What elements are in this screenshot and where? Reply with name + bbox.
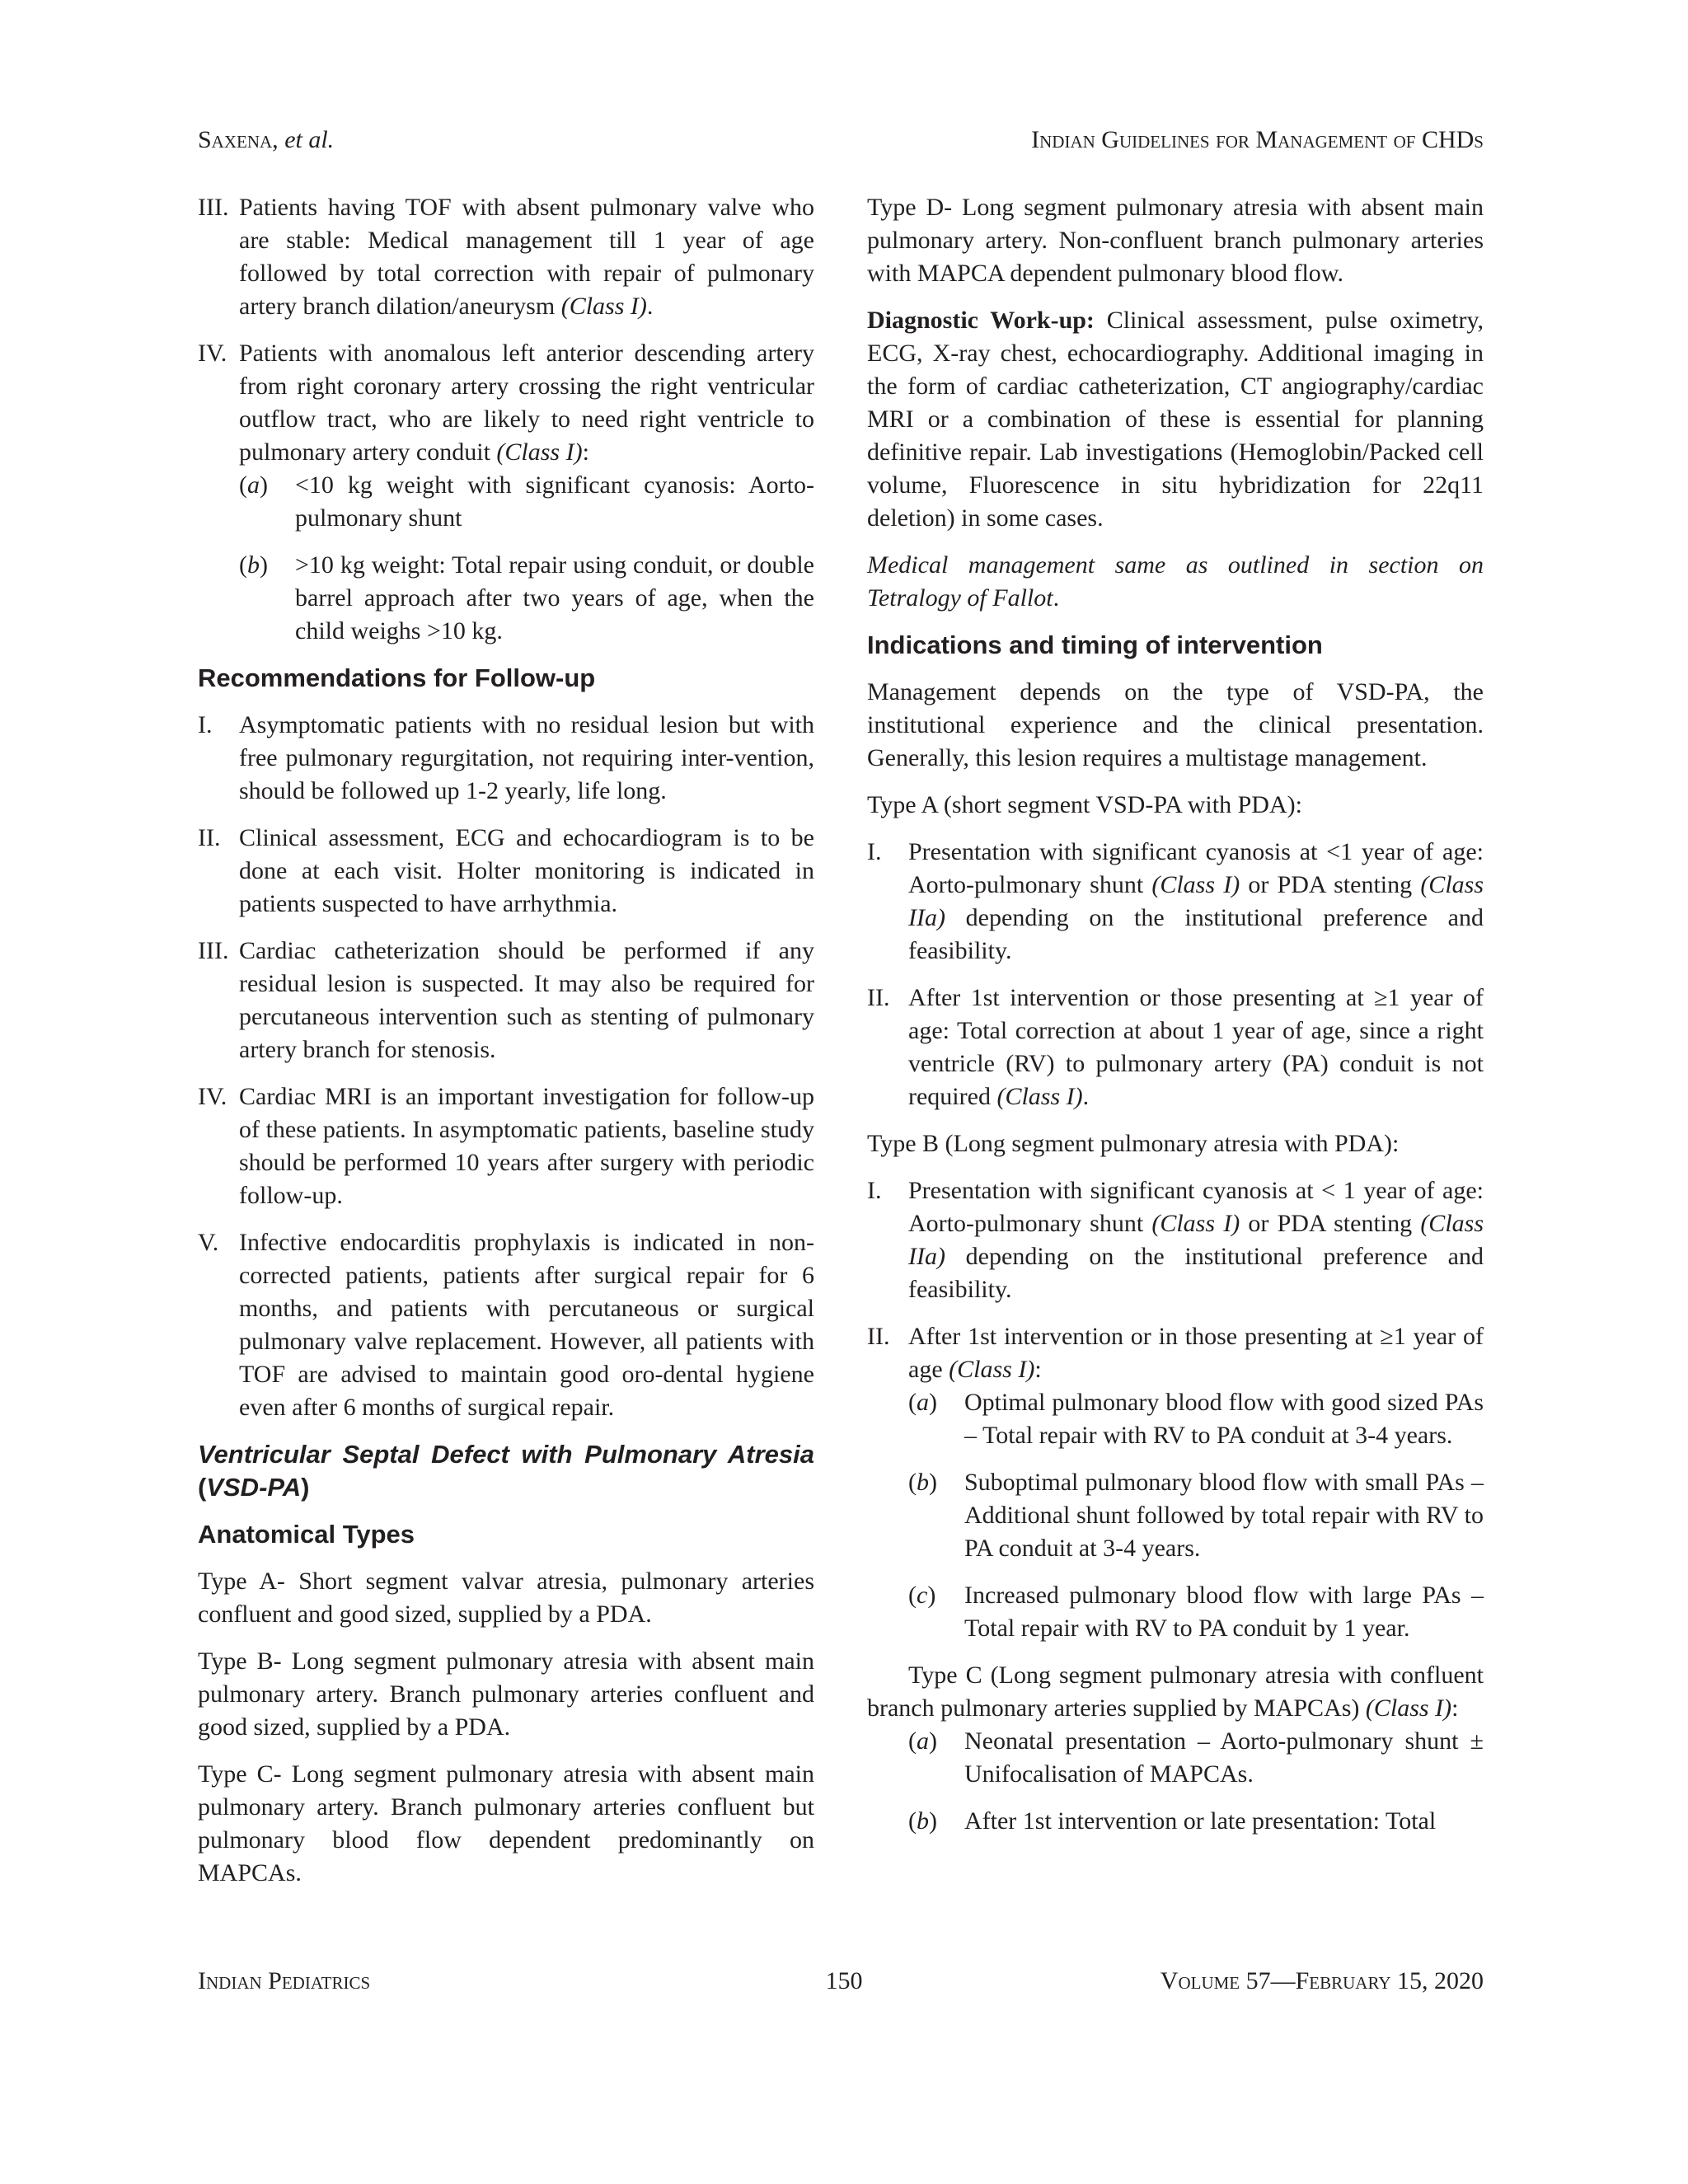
paragraph-type-d: Type D- Long segment pulmonary atresia with absent main pulmonary artery. Non-confluent branch pulmonary arteries with MAPCA dependent pulmonary blood flow. [867,194,1484,287]
sub-list-item: (b) >10 kg weight: Total repair using conduit, or double barrel approach after two years of age, when the child weighs >10 kg. [239,551,814,644]
paragraph-type-b: Type B- Long segment pulmonary atresia with absent main pulmonary artery. Branch pulmonary arteries confluent and good sized, supplied by a PDA. [198,1647,814,1741]
page-number: 150 [825,1967,863,1994]
header-author: Saxena, [198,126,285,153]
paragraph-diagnostic: Diagnostic Work-up: Clinical assessment, pulse oximetry, ECG, X-ray chest, echocardiography. Additional imaging in the form of cardiac catheterization, CT angiography/cardiac MRI or a combination of these is essential for planning definitive repair. Lab investigations (Hemoglobin/Packed cell volume, Fluorescence in situ hybridization for 22q11 deletion) in some cases. [867,307,1484,532]
type-a-list [867,836,1484,1113]
subsection-heading: Indications and timing of intervention [867,630,1323,659]
type-b-list [867,1174,1484,1386]
paragraph-type-a-intro: Type A (short segment VSD-PA with PDA): [867,791,1302,818]
section-heading-vsd-pa: Ventricular Septal Defect with Pulmonary Atresia (VSD-PA) [198,1440,814,1502]
list-item: V. Infective endocarditis prophylaxis is indicated in non-corrected patients, patients after surgical repair for 6 months, and patients with percutaneous or surgical pulmonary valve replacement. However, all patients with TOF are advised to maintain good oro-dental hygiene even after 6 months of surgical repair. [198,1229,814,1421]
type-b-sub-list [867,1386,1484,1645]
tof-recommendation-list [198,191,814,469]
sub-list-item: (a) <10 kg weight with significant cyanosis: Aorto-pulmonary shunt [239,471,814,532]
sub-list-item: (b) Suboptimal pulmonary blood flow with small PAs – Additional shunt followed by total repair with RV to PA conduit at 3-4 years. [908,1469,1484,1562]
paragraph-type-c: Type C- Long segment pulmonary atresia with absent main pulmonary artery. Branch pulmonary arteries confluent but pulmonary blood flow dependent predominantly on MAPCAs. [198,1760,814,1886]
list-item: II. Clinical assessment, ECG and echocardiogram is to be done at each visit. Holter monitoring is indicated in patients suspected to have arrhythmia. [198,824,814,917]
list-item: III. Patients having TOF with absent pulmonary valve who are stable: Medical management till 1 year of age followed by total correction with repair of pulmonary artery branch dilation/aneurysm (Class I). [198,194,814,320]
subsection-heading: Anatomical Types [198,1520,415,1549]
paragraph-management: Management depends on the type of VSD-PA, the institutional experience and the clinical presentation. Generally, this lesion requires a multistage management. [867,678,1484,771]
list-item: I. Asymptomatic patients with no residual lesion but with free pulmonary regurgitation, not requiring inter-vention, should be followed up 1-2 yearly, life long. [198,711,814,804]
paragraph-medical-management: Medical management same as outlined in section on Tetralogy of Fallot. [867,551,1484,612]
footer-volume: Volume 57—February 15, 2020 [1160,1967,1484,1994]
section-heading: Recommendations for Follow-up [198,663,596,692]
sub-list-item: (c) Increased pulmonary blood flow with large PAs – Total repair with RV to PA conduit by 1 year. [908,1582,1484,1642]
list-item: I. Presentation with significant cyanosis at < 1 year of age: Aorto-pulmonary shunt (Class I) or PDA stenting (Class IIa) depending on the institutional preference and feasibility. [867,1177,1484,1303]
sub-list-item: (b) After 1st intervention or late presentation: Total [908,1807,1437,1835]
list-item: IV. Patients with anomalous left anterior descending artery from right coronary artery crossing the right ventricular outflow tract, who are likely to need right ventricle to pulmonary artery conduit (Class I): [198,340,814,466]
list-item: III. Cardiac catheterization should be performed if any residual lesion is suspected. It may also be required for percutaneous intervention such as stenting of pulmonary artery branch for stenosis. [198,937,814,1063]
paragraph-type-c-intro: Type C (Long segment pulmonary atresia with confluent branch pulmonary arteries supplied by MAPCAs) (Class I): [867,1661,1484,1722]
list-item: I. Presentation with significant cyanosis at <1 year of age: Aorto-pulmonary shunt (Class I) or PDA stenting (Class IIa) depending on the institutional preference and feasibility. [867,838,1484,964]
right-column [867,191,1484,1852]
paragraph-type-b-intro: Type B (Long segment pulmonary atresia with PDA): [867,1130,1400,1157]
alad-sub-list [198,469,814,648]
left-column [198,191,814,1904]
sub-list-item: (a) Optimal pulmonary blood flow with good sized PAs – Total repair with RV to PA conduit at 3-4 years. [908,1389,1484,1449]
followup-list [198,709,814,1424]
list-item: II. After 1st intervention or in those presenting at ≥1 year of age (Class I): [867,1323,1484,1383]
type-c-sub-list [867,1725,1484,1838]
sub-list-item: (a) Neonatal presentation – Aorto-pulmonary shunt ± Unifocalisation of MAPCAs. [908,1727,1484,1788]
paragraph-type-a: Type A- Short segment valvar atresia, pulmonary arteries confluent and good sized, supplied by a PDA. [198,1568,814,1628]
footer-journal: Indian Pediatrics [198,1967,371,1994]
header-etal: et al. [284,126,335,153]
running-header-left [198,124,334,157]
list-item: II. After 1st intervention or those presenting at ≥1 year of age: Total correction at about 1 year of age, since a right ventricle (RV) to pulmonary artery (PA) conduit is not required (Class I). [867,984,1484,1110]
list-item: IV. Cardiac MRI is an important investigation for follow-up of these patients. In asymptomatic patients, baseline study should be performed 10 years after surgery with periodic follow-up. [198,1083,814,1209]
running-header-right: Indian Guidelines for Management of CHDs [1031,126,1484,153]
